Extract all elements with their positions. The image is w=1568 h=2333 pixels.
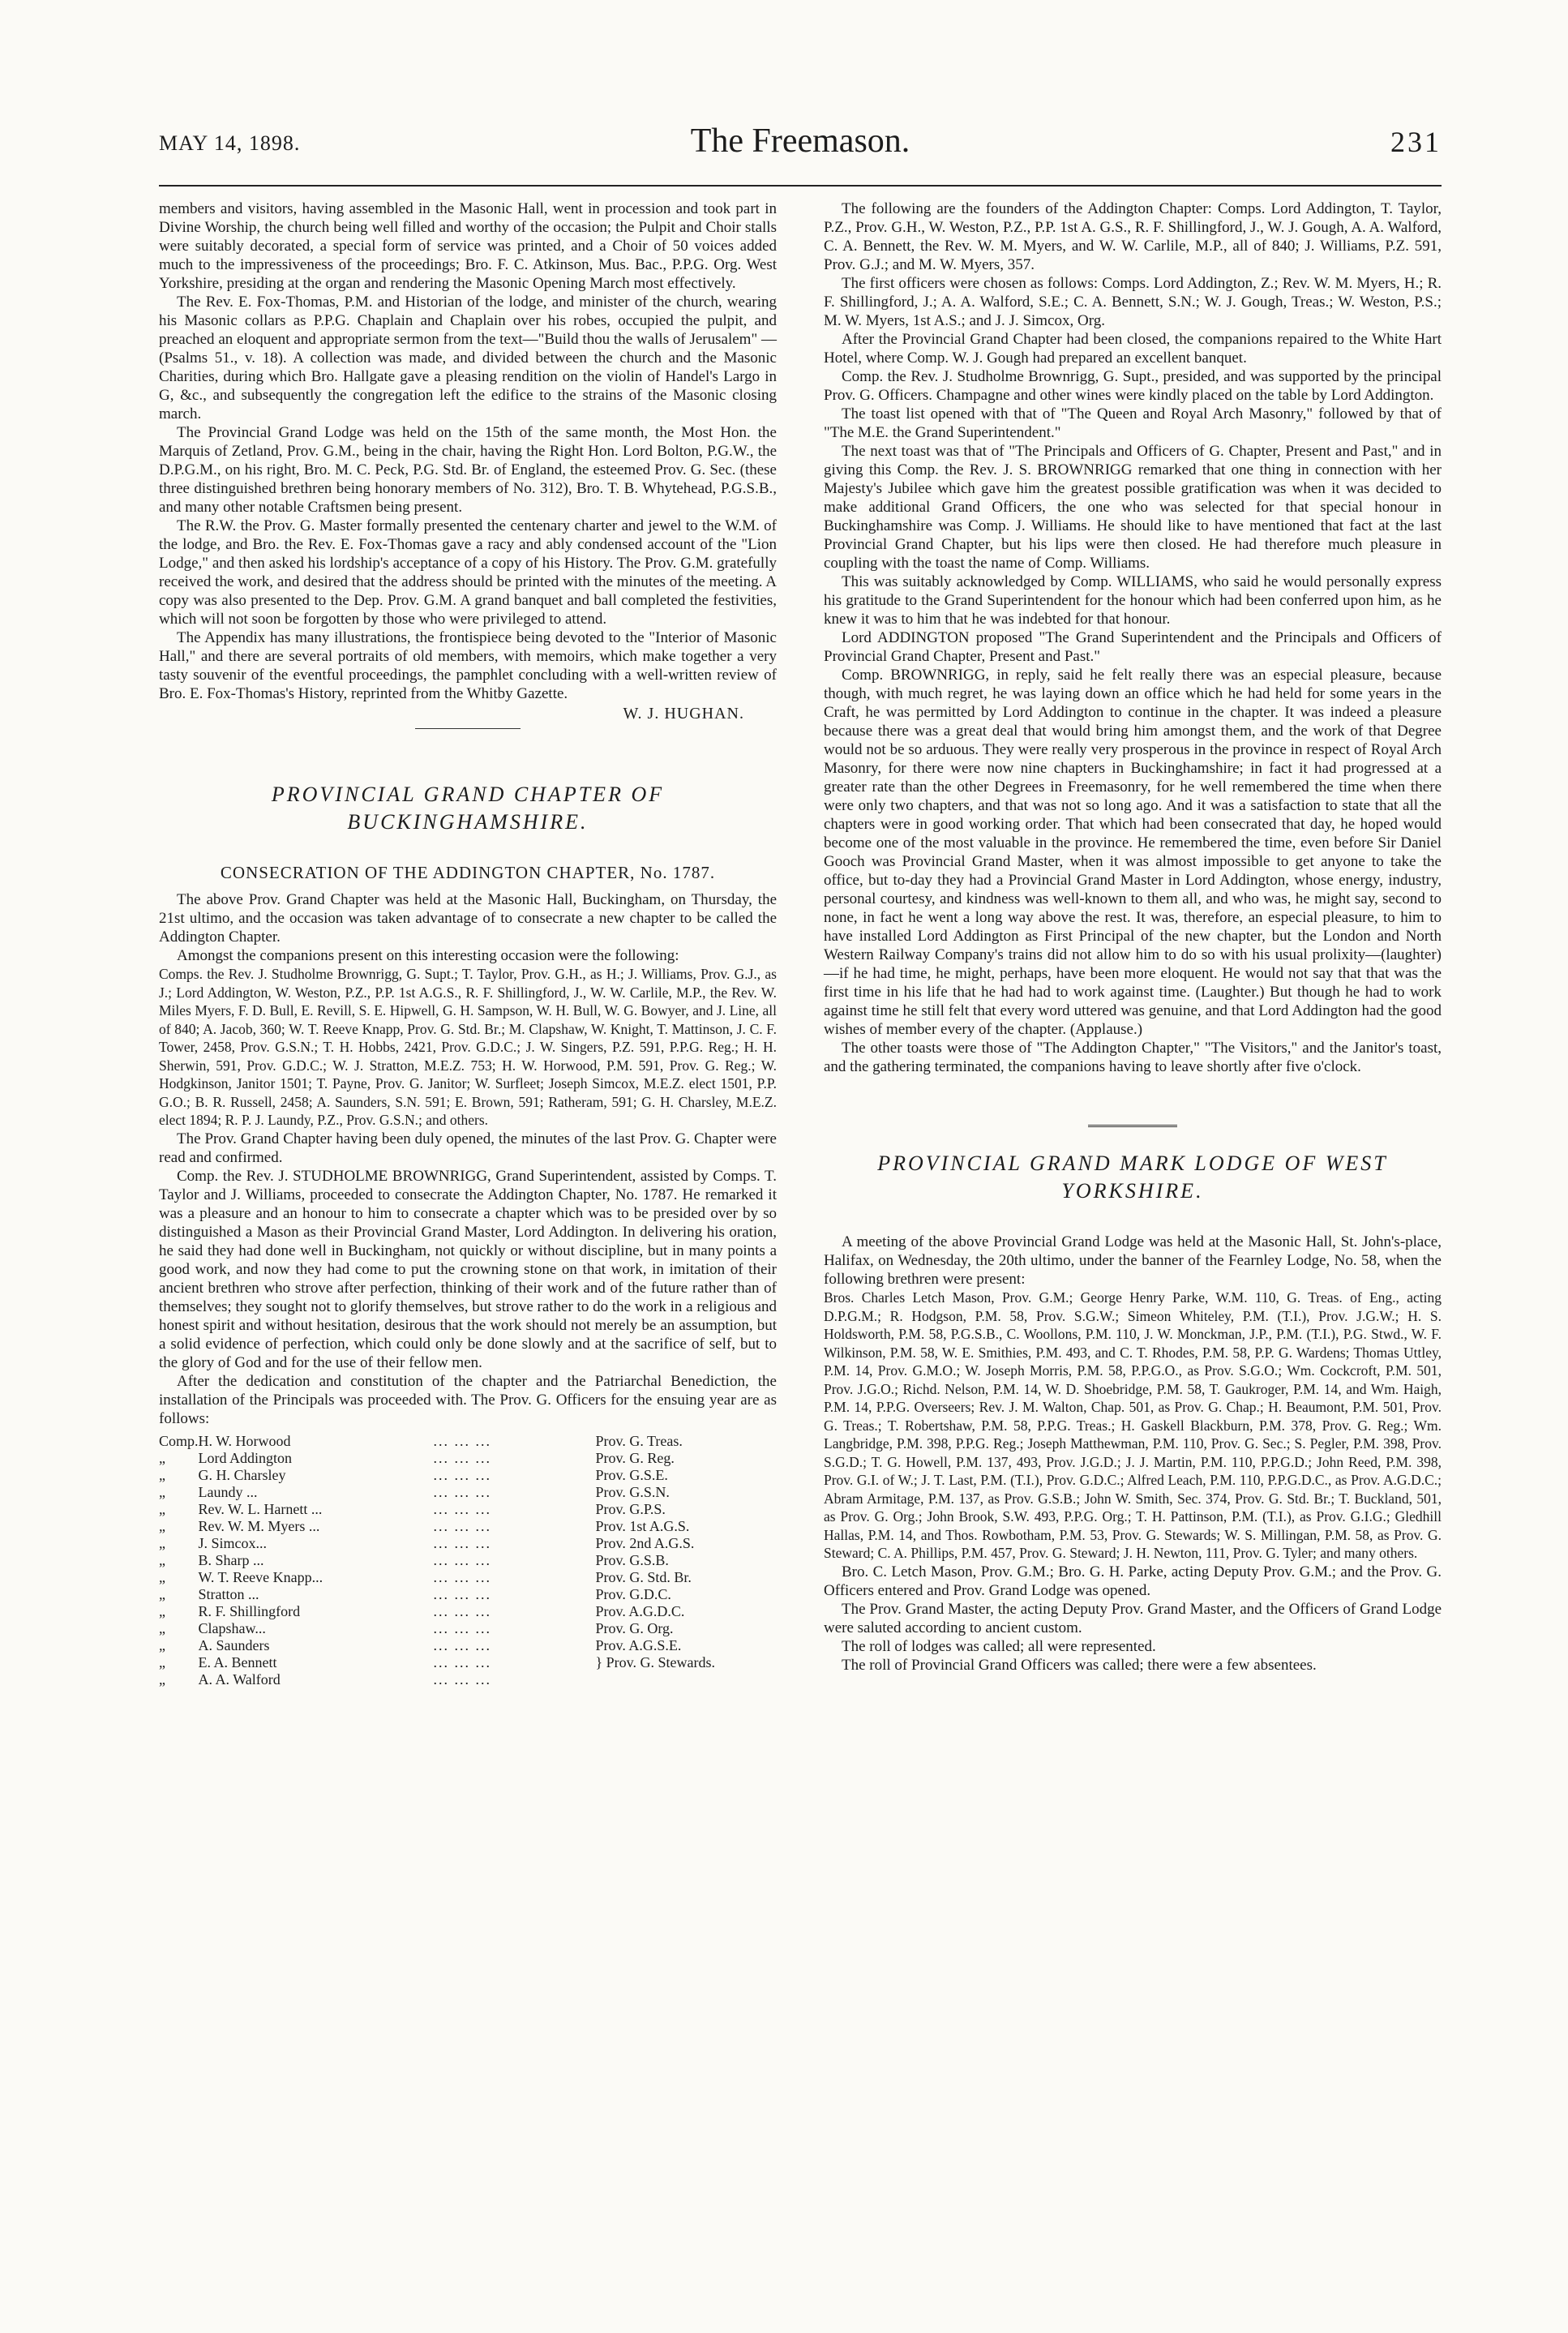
officer-name: B. Sharp ... (198, 1551, 264, 1568)
officer-leader-dots: ... ... ... (433, 1500, 492, 1517)
officer-row (159, 1569, 777, 1586)
officer-row (159, 1501, 777, 1518)
separator-rule (1088, 1125, 1177, 1127)
officer-name: Laundy ... (198, 1483, 258, 1500)
article-paragraph: The roll of Provincial Grand Officers was called; there were a few absentees. (842, 1656, 1317, 1674)
masthead (159, 122, 1442, 178)
article-paragraph: Comp. the Rev. J. STUDHOLME BROWNRIGG, Grand Superintendent, assisted by Comps. T. Taylor and J. Williams, proceeded to consecrate the Addington Chapter, No. 1787. He remarked it was a pleasure and an honour to him to consecrate a chapter which was to be presided over by so distinguished a Mason as their Provincial Grand Master, Lord Addington. In delivering his oration, he said they had done well in Buckingham, not quickly or without discipline, but in many points a good work, and now they had come to put the crowning stone on that work, in imitation of their ancient brethren who strove after perfection, thinking of their work and of the future rather than of themselves; they sought not to glorify themselves, but strove rather to do the work in a religious and honest spirit and without hesitation, desirous that the work should not merely be an assumption, but a solid evidence of perfection, which could only be done slowly and at the sacrifice of self, but to the glory of God and for the use of their fellow men. (159, 1167, 777, 1371)
officer-prefix: „ (159, 1534, 165, 1551)
newspaper-title: The Freemason. (690, 122, 910, 160)
officer-office: Prov. G. Std. Br. (595, 1568, 692, 1585)
officer-office (596, 1671, 777, 1688)
officer-name: Rev. W. L. Harnett ... (198, 1500, 323, 1517)
officer-leader-dots: ... ... ... (433, 1670, 492, 1688)
article-paragraph: After the Provincial Grand Chapter had been closed, the companions repaired to the White Hart Hotel, where Comp. W. J. Gough had prepared an excellent banquet. (824, 331, 1442, 367)
officer-prefix: „ (159, 1449, 165, 1466)
officer-row (159, 1603, 777, 1620)
officer-prefix: „ (159, 1602, 165, 1619)
officer-office: Prov. G.S.E. (595, 1466, 668, 1483)
officer-leader-dots: ... ... ... (433, 1568, 492, 1585)
article-paragraph: The above Prov. Grand Chapter was held at the Masonic Hall, Buckingham, on Thursday, the 21st ultimo, and the occasion was taken advantage of to consecrate a new chapter to be called the Addington Chapter. (159, 891, 777, 946)
officer-row (159, 1552, 777, 1569)
right-column (824, 199, 1442, 1675)
officer-row (159, 1535, 777, 1552)
officer-leader-dots: ... ... ... (433, 1466, 492, 1483)
officer-leader-dots: ... ... ... (433, 1517, 492, 1534)
officer-leader-dots: ... ... ... (433, 1653, 492, 1670)
article-paragraph: The Rev. E. Fox-Thomas, P.M. and Historian of the lodge, and minister of the church, wearing his Masonic collars as P.P.G. Chaplain and Chaplain over his robes, occupied the pulpit, and preached an eloquent and appropriate sermon from the text—"Build thou the walls of Jerusalem" —(Psalms 51., v. 18). A collection was made, and divided between the church and the Masonic Charities, during which Bro. Hallgate gave a pleasing rendition on the violin of Handel's Largo in G, &c., and subsequently the congregation left the edifice to the strains of the Masonic closing march. (159, 294, 777, 422)
officer-row (159, 1518, 777, 1535)
officer-row (159, 1637, 777, 1654)
officer-prefix: „ (159, 1568, 165, 1585)
officer-name: Stratton ... (198, 1585, 259, 1602)
section-heading-west-yorkshire (824, 1150, 1442, 1205)
consecration-subheading: CONSECRATION OF THE ADDINGTON CHAPTER, No. 1787. (220, 863, 716, 882)
officer-name: J. Simcox... (198, 1534, 268, 1551)
article-paragraph: After the dedication and constitution of the chapter and the Patriarchal Benediction, the installation of the Principals was proceeded with. The Prov. G. Officers for the ensuing year are as follows: (159, 1372, 777, 1427)
article-paragraph: The roll of lodges was called; all were represented. (842, 1637, 1156, 1655)
officer-name: A. Saunders (198, 1636, 270, 1653)
article-paragraph: This was suitably acknowledged by Comp. WILLIAMS, who said he would personally express his gratitude to the Grand Superintendent for the honour which had been conferred upon him, as he knew it was to him that he was indebted for that honour. (824, 573, 1442, 628)
left-column (159, 199, 777, 1688)
article-paragraph: A meeting of the above Provincial Grand Lodge was held at the Masonic Hall, St. John's-place, Halifax, on Wednesday, the 20th ultimo, under the banner of the Fearnley Lodge, No. 58, when the following brethren were present: (824, 1233, 1442, 1288)
officer-office: Prov. 2nd A.G.S. (595, 1534, 695, 1551)
officer-prefix: „ (159, 1483, 165, 1500)
author-signature: W. J. HUGHAN. (623, 705, 744, 723)
officer-office: Prov. A.G.D.C. (595, 1602, 685, 1619)
officer-row (159, 1433, 777, 1450)
officer-leader-dots: ... ... ... (433, 1449, 492, 1466)
article-paragraph: The Provincial Grand Lodge was held on the 15th of the same month, the Most Hon. the Marquis of Zetland, Prov. G.M., being in the chair, having the Right Hon. Lord Bolton, P.G.W., the D.P.G.M., on his right, Bro. M. C. Peck, P.G. Std. Br. of England, the esteemed Prov. G. Sec. (these three distinguished brethren being honorary members of No. 312), Bro. T. B. Whytehead, P.G.S.B., and many other notable Craftsmen being present. (159, 424, 777, 516)
issue-date: MAY 14, 1898. (159, 131, 301, 155)
article-paragraph: Amongst the companions present on this interesting occasion were the following: (177, 947, 679, 964)
section-heading-line: PROVINCIAL GRAND MARK LODGE OF WEST (877, 1151, 1388, 1175)
brethren-list: Bros. Charles Letch Mason, Prov. G.M.; George Henry Parke, W.M. 110, G. Treas. of Eng., acting D.P.G.M.; R. Hodgson, P.M. 58, Prov. S.G.W.; Simeon Whiteley, P.M. (T.I.), Prov. J.G.W.; H. S. Holdsworth, P.M. 58, P.G.S.B., C. Woollons, P.M. 110, J. W. Monckman, J.P., P.M. (T.I.), P.G. Stwd., W. F. Wilkinson, P.M. 58, W. E. Smithies, P.M. 493, and C. T. Rhodes, P.M. 58, P.P. G. Wardens; Thomas Uttley, P.M. 14, Prov. G.M.O.; W. Joseph Morris, P.M. 58, P.P.G.O., as Prov. S.G.O.; Wm. Cockcroft, P.M. 501, Prov. J.G.O.; Richd. Nelson, P.M. 14, W. D. Shoebridge, P.M. 58, T. Gaukroger, P.M. 14, and Wm. Haigh, P.M. 14, P.P.G. Overseers; Rev. J. M. Walton, Chap. 501, as Prov. G. Chap.; H. Beaumont, P.M. 501, Prov. G. Treas.; T. Robertshaw, P.M. 58, P.P.G. Treas.; H. Gaskell Blackburn, P.M. 378, Prov. G. Reg.; Wm. Langbridge, P.M. 398, P.P.G. Reg.; Joseph Matthewman, P.M. 110, Prov. G. Sec.; S. Pegler, P.M. 398, Prov. S.G.D.; T. G. Howell, P.M. 137, 493, Prov. J.G.D.; J. J. Martin, P.M. 110, P.P.G.D.; John Reed, P.M. 398, Prov. G.I. of W.; J. T. Last, P.M. (T.I.), Prov. G.D.C.; Alfred Leach, P.M. 110, P.P.G.D.C., as Prov. A.G.D.C.; Abram Armitage, P.M. 137, as Prov. G.S.B.; John W. Smith, Sec. 374, Prov. G. Std. Br.; T. Buckland, 501, as Prov. G. Org.; John Brook, S.W. 493, P.P.G. Org.; T. H. Pattinson, P.M. (T.I.), as Prov. G.I.G.; Gledhill Hallas, P.M. 14, and Thos. Rowbotham, P.M. 53, Prov. G. Stewards; W. S. Millingan, P.M. 58, as Prov. G. Steward; C. A. Phillips, P.M. 457, Prov. G. Steward; J. H. Newton, 111, Prov. G. Tyler; and many others. (824, 1289, 1442, 1561)
officer-row (159, 1484, 777, 1501)
article-paragraph: The following are the founders of the Addington Chapter: Comps. Lord Addington, T. Taylor, P.Z., Prov. G.H., W. Weston, P.Z., P.P. 1st A. G.S., R. F. Shillingford, J., W. J. Gough, A. A. Walford, C. A. Bennett, the Rev. W. M. Myers, and W. W. Carlile, M.P., all of 840; J. Williams, P.Z. 591, Prov. G.J.; and M. W. Myers, 357. (824, 200, 1442, 273)
article-paragraph: The toast list opened with that of "The Queen and Royal Arch Masonry," followed by that of "The M.E. the Grand Superintendent." (824, 405, 1442, 441)
officer-row (159, 1620, 777, 1637)
officer-prefix: „ (159, 1500, 165, 1517)
officer-row (159, 1654, 777, 1671)
officer-office: Prov. G. Treas. (595, 1432, 683, 1449)
officer-prefix: „ (159, 1585, 165, 1602)
officer-name: E. A. Bennett (198, 1653, 277, 1670)
section-heading-line: PROVINCIAL GRAND CHAPTER OF (271, 783, 665, 806)
section-heading-line: YORKSHIRE. (1061, 1179, 1204, 1203)
article-paragraph: The Prov. Grand Chapter having been duly opened, the minutes of the last Prov. G. Chapter were read and confirmed. (159, 1130, 777, 1166)
article-paragraph: The next toast was that of "The Principals and Officers of G. Chapter, Present and Past," and in giving this Comp. the Rev. J. S. BROWNRIGG remarked that one thing in connection with her Majesty's Jubilee which gave him the greatest possible gratification was when it was decided to make additional Grand Officers, the one who was selected for that special honour in Buckinghamshire was Comp. J. Williams. He should like to have mentioned that fact at the last Provincial Grand Chapter, but his lips were then closed. He had therefore much pleasure in coupling with the toast the name of Comp. Williams. (824, 443, 1442, 572)
article-paragraph: The first officers were chosen as follows: Comps. Lord Addington, Z.; Rev. W. M. Myers, H.; R. F. Shillingford, J.; A. A. Walford, S.E.; C. A. Bennett, S.N.; W. J. Gough, Treas.; W. Weston, P.S.; M. W. Myers, 1st A.S.; and J. J. Simcox, Org. (824, 275, 1442, 329)
article-paragraph: Comp. BROWNRIGG, in reply, said he felt really there was an especial pleasure, because though, with much regret, he was laying down an office which he had held for some years in the Craft, he was permitted by Lord Addington to continue in the chapter. It was indeed a pleasure because there was a great deal that would bring him amongst them, and the work of that Degree would not be so arduous. They were really very prosperous in the province in respect of Royal Arch Masonry, for there were now nine chapters in Buckinghamshire; in fact it had progressed at a greater rate than the other Degrees in Freemasonry, for he well remembered the time when there were only two chapters, and that was not so long ago. And it was a satisfaction to state that all the chapters were in good working order. That which had been consecrated that day, he hoped would become one of the most valuable in the province. He remembered the time, even before Sir Daniel Gooch was Provincial Grand Master, when it was almost impossible to get anyone to take the office, but to-day they had a Provincial Grand Master in Lord Addington, whose energy, industry, personal courtesy, and kindness was well-known to them all, and who was, he might say, second to none, in fact he went a long way above the rest. It was, therefore, an especial pleasure, to him to have installed Lord Addington as First Principal of the new chapter, but the London and North Western Railway Company's trains did not allow him to do so with his usual prolixity—(laughter)—if he had time, he might, perhaps, have been more eloquent. He would not say that that was the first time in his life that he had had to work against time. (Laughter.) But though he had to work against time he still felt that every word uttered was genuine, and that Lord Addington had the good wishes of member every of the chapter. (Applause.) (824, 667, 1442, 1038)
officer-leader-dots: ... ... ... (433, 1483, 492, 1500)
article-paragraph: Comp. the Rev. J. Studholme Brownrigg, G. Supt., presided, and was supported by the principal Prov. G. Officers. Champagne and other wines were kindly placed on the table by Lord Addington. (824, 368, 1442, 404)
page-number: 231 (1390, 126, 1442, 158)
header-rule (159, 185, 1442, 187)
officer-prefix: „ (159, 1551, 165, 1568)
article-paragraph: Bro. C. Letch Mason, Prov. G.M.; Bro. G. H. Parke, acting Deputy Prov. G.M.; and the Prov. G. Officers entered and Prov. Grand Lodge was opened. (824, 1563, 1442, 1599)
article-paragraph: members and visitors, having assembled in the Masonic Hall, went in procession and took part in Divine Worship, the church being well filled and worthy of the occasion; the Pulpit and Choir stalls were suitably decorated, a special form of service was printed, and a Choir of 50 voices added much to the impressiveness of the proceedings; Bro. F. C. Atkinson, Mus. Bac., P.P.G. Org. West Yorkshire, presiding at the organ and rendering the Masonic Opening March most effectively. (159, 200, 777, 292)
officer-prefix: „ (159, 1636, 165, 1653)
companions-list: Comps. the Rev. J. Studholme Brownrigg, G. Supt.; T. Taylor, Prov. G.H., as H.; J. Williams, Prov. G.J., as J.; Lord Addington, W. Weston, P.Z., P.P. 1st A.G.S., R. F. Shillingford, J., W. W. Carlile, M.P., the Rev. W. Miles Myers, F. D. Bull, E. Revill, S. E. Hipwell, G. H. Sampson, W. H. Bull, W. G. Bowyer, and J. Line, all of 840; A. Jacob, 360; W. T. Reeve Knapp, Prov. G. Std. Br.; M. Clapshaw, W. Knight, T. Mattinson, J. C. F. Tower, 2458, Prov. G.S.N.; T. H. Hobbs, 2421, Prov. G.D.C.; J. W. Singers, P.Z. 591, P.P.G. Reg.; H. H. Sherwin, 591, Prov. G.D.C.; W. J. Stratton, M.E.Z. 753; H. W. Horwood, P.M. 591, Prov. G. Reg.; W. Hodgkinson, Janitor 1501; T. Payne, Prov. G. Janitor; W. Surfleet; Joseph Simcox, M.E.Z. elect 1501, P.P. G.O.; B. R. Russell, 2458; A. Saunders, S.N. 591; E. Brown, 591; Ratheram, 591; G. H. Charsley, M.E.Z. elect 1894; R. P. J. Laundy, P.Z., Prov. G.S.N.; and others. (159, 966, 777, 1128)
article-paragraph: Lord ADDINGTON proposed "The Grand Superintendent and the Principals and Officers of Provincial Grand Chapter, Present and Past." (824, 629, 1442, 665)
officer-leader-dots: ... ... ... (433, 1534, 492, 1551)
officer-leader-dots: ... ... ... (433, 1619, 492, 1636)
officer-leader-dots: ... ... ... (433, 1636, 492, 1653)
officer-office: Prov. G.D.C. (595, 1585, 671, 1602)
officer-leader-dots: ... ... ... (433, 1432, 492, 1449)
officer-name: H. W. Horwood (198, 1432, 291, 1449)
officer-name: G. H. Charsley (198, 1466, 286, 1483)
officer-office: Prov. G.S.N. (595, 1483, 670, 1500)
section-heading-buckinghamshire (159, 781, 777, 836)
officer-leader-dots: ... ... ... (433, 1551, 492, 1568)
officer-office: Prov. G.S.B. (595, 1551, 669, 1568)
officer-name: Rev. W. M. Myers ... (198, 1517, 320, 1534)
officer-name: W. T. Reeve Knapp... (198, 1568, 323, 1585)
officer-prefix: „ (159, 1653, 165, 1670)
officer-prefix: „ (159, 1466, 165, 1483)
officer-name: R. F. Shillingford (198, 1602, 301, 1619)
officer-office: Prov. A.G.S.E. (595, 1636, 682, 1653)
article-paragraph: The Prov. Grand Master, the acting Deputy Prov. Grand Master, and the Officers of Grand Lodge were saluted according to ancient custom. (824, 1600, 1442, 1636)
officer-row (159, 1671, 777, 1688)
officer-office: Prov. G. Reg. (595, 1449, 675, 1466)
officer-office: Prov. 1st A.G.S. (595, 1517, 690, 1534)
article-paragraph: The R.W. the Prov. G. Master formally presented the centenary charter and jewel to the W.M. of the lodge, and Bro. the Rev. E. Fox-Thomas gave a racy and ably condensed account of the "Lion Lodge," and then asked his lordship's acceptance of a copy of his History. The Prov. G.M. gratefully received the work, and desired that the address should be printed with the minutes of the meeting. A copy was also presented to the Dep. Prov. G.M. A grand banquet and ball completed the festivities, which will not soon be forgotten by those who were privileged to attend. (159, 517, 777, 628)
officer-office: } Prov. G. Stewards. (595, 1653, 715, 1670)
officer-row (159, 1586, 777, 1603)
officer-prefix: Comp. (159, 1432, 199, 1449)
officer-row (159, 1450, 777, 1467)
article-paragraph: The Appendix has many illustrations, the frontispiece being devoted to the "Interior of Masonic Hall," and there are several portraits of old members, with memoirs, which make together a very tasty souvenir of the eventful proceedings, the pamphlet concluding with a well-written review of Bro. E. Fox-Thomas's History, reprinted from the Whitby Gazette. (159, 629, 777, 702)
officer-leader-dots: ... ... ... (433, 1585, 492, 1602)
separator-rule (415, 728, 521, 729)
officer-office: Prov. G. Org. (595, 1619, 674, 1636)
officer-name: A. A. Walford (198, 1670, 281, 1688)
officer-prefix: „ (159, 1619, 165, 1636)
article-paragraph: The other toasts were those of "The Addington Chapter," "The Visitors," and the Janitor's toast, and the gathering terminated, the companions having to leave shortly after five o'clock. (824, 1040, 1442, 1075)
officer-name: Lord Addington (198, 1449, 293, 1466)
section-heading-line: BUCKINGHAMSHIRE. (347, 810, 589, 834)
officer-prefix: „ (159, 1670, 165, 1688)
officer-row (159, 1467, 777, 1484)
officers-table (159, 1433, 777, 1688)
officer-name: Clapshaw... (198, 1619, 266, 1636)
officer-prefix: „ (159, 1517, 165, 1534)
officer-leader-dots: ... ... ... (433, 1602, 492, 1619)
officer-office: Prov. G.P.S. (595, 1500, 666, 1517)
